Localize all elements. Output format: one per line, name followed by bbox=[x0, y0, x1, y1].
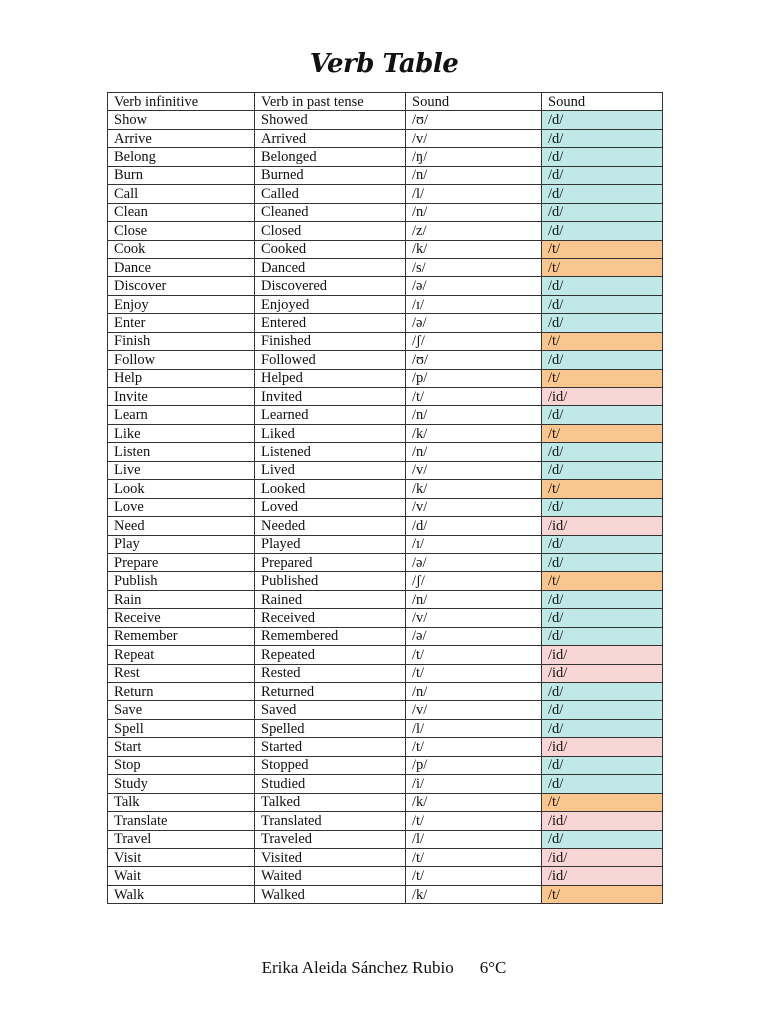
table-row bbox=[108, 129, 663, 147]
sound-cell: /t/ bbox=[406, 646, 542, 664]
author-name: Erika Aleida Sánchez Rubio bbox=[261, 958, 454, 977]
ending-sound-cell: /d/ bbox=[542, 498, 663, 516]
verb-infinitive-cell: Call bbox=[108, 185, 255, 203]
verb-infinitive-cell: Rain bbox=[108, 590, 255, 608]
ending-sound-cell: /t/ bbox=[542, 258, 663, 276]
ending-sound-cell: /t/ bbox=[542, 332, 663, 350]
sound-cell: /v/ bbox=[406, 701, 542, 719]
verb-past-cell: Walked bbox=[255, 885, 406, 903]
verb-past-cell: Received bbox=[255, 609, 406, 627]
sound-cell: /n/ bbox=[406, 166, 542, 184]
table-row bbox=[108, 461, 663, 479]
verb-infinitive-cell: Belong bbox=[108, 148, 255, 166]
verb-infinitive-cell: Repeat bbox=[108, 646, 255, 664]
ending-sound-cell: /d/ bbox=[542, 461, 663, 479]
sound-cell: /k/ bbox=[406, 885, 542, 903]
table-row bbox=[108, 222, 663, 240]
ending-sound-cell: /d/ bbox=[542, 129, 663, 147]
verb-past-cell: Helped bbox=[255, 369, 406, 387]
table-row bbox=[108, 572, 663, 590]
ending-sound-cell: /t/ bbox=[542, 572, 663, 590]
ending-sound-cell: /t/ bbox=[542, 885, 663, 903]
sound-cell: /i/ bbox=[406, 775, 542, 793]
ending-sound-cell: /d/ bbox=[542, 535, 663, 553]
ending-sound-cell: /d/ bbox=[542, 314, 663, 332]
verb-past-cell: Spelled bbox=[255, 719, 406, 737]
verb-infinitive-cell: Spell bbox=[108, 719, 255, 737]
ending-sound-cell: /t/ bbox=[542, 424, 663, 442]
verb-past-cell: Finished bbox=[255, 332, 406, 350]
verb-past-cell: Needed bbox=[255, 517, 406, 535]
verb-past-cell: Remembered bbox=[255, 627, 406, 645]
ending-sound-cell: /d/ bbox=[542, 166, 663, 184]
header-sound: Sound bbox=[406, 93, 542, 111]
verb-table bbox=[107, 92, 663, 904]
table-row bbox=[108, 332, 663, 350]
verb-infinitive-cell: Close bbox=[108, 222, 255, 240]
verb-past-cell: Returned bbox=[255, 683, 406, 701]
ending-sound-cell: /d/ bbox=[542, 111, 663, 129]
ending-sound-cell: /t/ bbox=[542, 480, 663, 498]
table-row bbox=[108, 553, 663, 571]
ending-sound-cell: /id/ bbox=[542, 664, 663, 682]
table-row bbox=[108, 258, 663, 276]
verb-past-cell: Prepared bbox=[255, 553, 406, 571]
verb-infinitive-cell: Talk bbox=[108, 793, 255, 811]
table-row bbox=[108, 719, 663, 737]
verb-infinitive-cell: Need bbox=[108, 517, 255, 535]
sound-cell: /d/ bbox=[406, 517, 542, 535]
verb-past-cell: Belonged bbox=[255, 148, 406, 166]
table-row bbox=[108, 498, 663, 516]
sound-cell: /z/ bbox=[406, 222, 542, 240]
verb-infinitive-cell: Start bbox=[108, 738, 255, 756]
table-row bbox=[108, 646, 663, 664]
verb-infinitive-cell: Learn bbox=[108, 406, 255, 424]
sound-cell: /ɪ/ bbox=[406, 535, 542, 553]
verb-infinitive-cell: Prepare bbox=[108, 553, 255, 571]
ending-sound-cell: /d/ bbox=[542, 406, 663, 424]
verb-past-cell: Entered bbox=[255, 314, 406, 332]
sound-cell: /t/ bbox=[406, 388, 542, 406]
table-row bbox=[108, 793, 663, 811]
ending-sound-cell: /d/ bbox=[542, 830, 663, 848]
sound-cell: /ŋ/ bbox=[406, 148, 542, 166]
ending-sound-cell: /id/ bbox=[542, 388, 663, 406]
verb-infinitive-cell: Invite bbox=[108, 388, 255, 406]
header-ending-sound: Sound bbox=[542, 93, 663, 111]
verb-past-cell: Saved bbox=[255, 701, 406, 719]
table-row bbox=[108, 314, 663, 332]
verb-infinitive-cell: Publish bbox=[108, 572, 255, 590]
table-row bbox=[108, 111, 663, 129]
ending-sound-cell: /id/ bbox=[542, 738, 663, 756]
verb-infinitive-cell: Return bbox=[108, 683, 255, 701]
verb-past-cell: Followed bbox=[255, 351, 406, 369]
ending-sound-cell: /d/ bbox=[542, 443, 663, 461]
table-row bbox=[108, 627, 663, 645]
ending-sound-cell: /d/ bbox=[542, 609, 663, 627]
verb-past-cell: Closed bbox=[255, 222, 406, 240]
ending-sound-cell: /d/ bbox=[542, 590, 663, 608]
table-row bbox=[108, 738, 663, 756]
verb-past-cell: Looked bbox=[255, 480, 406, 498]
verb-past-cell: Liked bbox=[255, 424, 406, 442]
verb-past-cell: Waited bbox=[255, 867, 406, 885]
verb-infinitive-cell: Stop bbox=[108, 756, 255, 774]
ending-sound-cell: /d/ bbox=[542, 627, 663, 645]
table-row bbox=[108, 812, 663, 830]
table-row bbox=[108, 664, 663, 682]
verb-infinitive-cell: Visit bbox=[108, 848, 255, 866]
table-row bbox=[108, 148, 663, 166]
table-row bbox=[108, 166, 663, 184]
ending-sound-cell: /id/ bbox=[542, 517, 663, 535]
table-row bbox=[108, 369, 663, 387]
verb-infinitive-cell: Like bbox=[108, 424, 255, 442]
table-row bbox=[108, 517, 663, 535]
sound-cell: /ʃ/ bbox=[406, 332, 542, 350]
verb-past-cell: Talked bbox=[255, 793, 406, 811]
table-row bbox=[108, 609, 663, 627]
verb-past-cell: Played bbox=[255, 535, 406, 553]
verb-past-cell: Loved bbox=[255, 498, 406, 516]
sound-cell: /n/ bbox=[406, 590, 542, 608]
sound-cell: /t/ bbox=[406, 812, 542, 830]
verb-past-cell: Traveled bbox=[255, 830, 406, 848]
sound-cell: /k/ bbox=[406, 480, 542, 498]
verb-infinitive-cell: Help bbox=[108, 369, 255, 387]
header-verb-past-tense: Verb in past tense bbox=[255, 93, 406, 111]
ending-sound-cell: /t/ bbox=[542, 240, 663, 258]
table-row bbox=[108, 683, 663, 701]
sound-cell: /p/ bbox=[406, 756, 542, 774]
verb-past-cell: Listened bbox=[255, 443, 406, 461]
table-row bbox=[108, 848, 663, 866]
table-row bbox=[108, 867, 663, 885]
verb-infinitive-cell: Cook bbox=[108, 240, 255, 258]
table-row bbox=[108, 185, 663, 203]
ending-sound-cell: /t/ bbox=[542, 793, 663, 811]
sound-cell: /ʃ/ bbox=[406, 572, 542, 590]
sound-cell: /ɪ/ bbox=[406, 295, 542, 313]
sound-cell: /ə/ bbox=[406, 314, 542, 332]
verb-infinitive-cell: Enter bbox=[108, 314, 255, 332]
verb-past-cell: Invited bbox=[255, 388, 406, 406]
verb-past-cell: Discovered bbox=[255, 277, 406, 295]
verb-past-cell: Started bbox=[255, 738, 406, 756]
ending-sound-cell: /d/ bbox=[542, 185, 663, 203]
header-verb-infinitive: Verb infinitive bbox=[108, 93, 255, 111]
table-row bbox=[108, 351, 663, 369]
table-body bbox=[108, 111, 663, 904]
ending-sound-cell: /d/ bbox=[542, 701, 663, 719]
verb-infinitive-cell: Enjoy bbox=[108, 295, 255, 313]
sound-cell: /k/ bbox=[406, 240, 542, 258]
verb-past-cell: Danced bbox=[255, 258, 406, 276]
verb-past-cell: Published bbox=[255, 572, 406, 590]
sound-cell: /l/ bbox=[406, 830, 542, 848]
sound-cell: /v/ bbox=[406, 461, 542, 479]
grade-label: 6°C bbox=[479, 958, 507, 977]
verb-past-cell: Showed bbox=[255, 111, 406, 129]
sound-cell: /v/ bbox=[406, 498, 542, 516]
sound-cell: /ə/ bbox=[406, 553, 542, 571]
table-row bbox=[108, 277, 663, 295]
table-row bbox=[108, 203, 663, 221]
table-row bbox=[108, 756, 663, 774]
ending-sound-cell: /d/ bbox=[542, 295, 663, 313]
table-row bbox=[108, 775, 663, 793]
verb-infinitive-cell: Clean bbox=[108, 203, 255, 221]
footer bbox=[0, 956, 768, 980]
verb-past-cell: Arrived bbox=[255, 129, 406, 147]
verb-past-cell: Visited bbox=[255, 848, 406, 866]
sound-cell: /n/ bbox=[406, 406, 542, 424]
ending-sound-cell: /id/ bbox=[542, 812, 663, 830]
sound-cell: /s/ bbox=[406, 258, 542, 276]
verb-infinitive-cell: Finish bbox=[108, 332, 255, 350]
verb-infinitive-cell: Translate bbox=[108, 812, 255, 830]
verb-infinitive-cell: Listen bbox=[108, 443, 255, 461]
sound-cell: /ʊ/ bbox=[406, 111, 542, 129]
verb-infinitive-cell: Follow bbox=[108, 351, 255, 369]
verb-infinitive-cell: Rest bbox=[108, 664, 255, 682]
sound-cell: /ə/ bbox=[406, 277, 542, 295]
sound-cell: /n/ bbox=[406, 443, 542, 461]
sound-cell: /ʊ/ bbox=[406, 351, 542, 369]
verb-infinitive-cell: Show bbox=[108, 111, 255, 129]
sound-cell: /t/ bbox=[406, 867, 542, 885]
verb-infinitive-cell: Save bbox=[108, 701, 255, 719]
verb-infinitive-cell: Discover bbox=[108, 277, 255, 295]
ending-sound-cell: /d/ bbox=[542, 277, 663, 295]
ending-sound-cell: /d/ bbox=[542, 683, 663, 701]
ending-sound-cell: /d/ bbox=[542, 222, 663, 240]
table-header-row bbox=[108, 93, 663, 111]
verb-past-cell: Studied bbox=[255, 775, 406, 793]
verb-past-cell: Stopped bbox=[255, 756, 406, 774]
ending-sound-cell: /id/ bbox=[542, 867, 663, 885]
table-row bbox=[108, 406, 663, 424]
verb-past-cell: Learned bbox=[255, 406, 406, 424]
verb-past-cell: Enjoyed bbox=[255, 295, 406, 313]
ending-sound-cell: /d/ bbox=[542, 351, 663, 369]
verb-infinitive-cell: Study bbox=[108, 775, 255, 793]
sound-cell: /n/ bbox=[406, 203, 542, 221]
table-row bbox=[108, 240, 663, 258]
ending-sound-cell: /d/ bbox=[542, 553, 663, 571]
ending-sound-cell: /d/ bbox=[542, 775, 663, 793]
verb-infinitive-cell: Arrive bbox=[108, 129, 255, 147]
sound-cell: /k/ bbox=[406, 793, 542, 811]
table-row bbox=[108, 295, 663, 313]
ending-sound-cell: /id/ bbox=[542, 848, 663, 866]
verb-past-cell: Cleaned bbox=[255, 203, 406, 221]
table-row bbox=[108, 885, 663, 903]
page-title: Verb Table bbox=[309, 49, 459, 79]
verb-infinitive-cell: Receive bbox=[108, 609, 255, 627]
table-row bbox=[108, 424, 663, 442]
table-row bbox=[108, 480, 663, 498]
sound-cell: /v/ bbox=[406, 609, 542, 627]
sound-cell: /t/ bbox=[406, 738, 542, 756]
ending-sound-cell: /t/ bbox=[542, 369, 663, 387]
ending-sound-cell: /d/ bbox=[542, 203, 663, 221]
verb-infinitive-cell: Play bbox=[108, 535, 255, 553]
ending-sound-cell: /d/ bbox=[542, 148, 663, 166]
table-row bbox=[108, 443, 663, 461]
sound-cell: /t/ bbox=[406, 848, 542, 866]
verb-infinitive-cell: Live bbox=[108, 461, 255, 479]
sound-cell: /k/ bbox=[406, 424, 542, 442]
verb-infinitive-cell: Love bbox=[108, 498, 255, 516]
table-row bbox=[108, 535, 663, 553]
sound-cell: /t/ bbox=[406, 664, 542, 682]
sound-cell: /l/ bbox=[406, 719, 542, 737]
verb-past-cell: Rested bbox=[255, 664, 406, 682]
verb-infinitive-cell: Travel bbox=[108, 830, 255, 848]
verb-infinitive-cell: Dance bbox=[108, 258, 255, 276]
table-row bbox=[108, 830, 663, 848]
sound-cell: /ə/ bbox=[406, 627, 542, 645]
verb-past-cell: Translated bbox=[255, 812, 406, 830]
ending-sound-cell: /d/ bbox=[542, 719, 663, 737]
sound-cell: /p/ bbox=[406, 369, 542, 387]
table-row bbox=[108, 701, 663, 719]
verb-infinitive-cell: Wait bbox=[108, 867, 255, 885]
table-row bbox=[108, 388, 663, 406]
sound-cell: /n/ bbox=[406, 683, 542, 701]
verb-past-cell: Rained bbox=[255, 590, 406, 608]
verb-past-cell: Burned bbox=[255, 166, 406, 184]
verb-infinitive-cell: Burn bbox=[108, 166, 255, 184]
sound-cell: /v/ bbox=[406, 129, 542, 147]
ending-sound-cell: /d/ bbox=[542, 756, 663, 774]
verb-past-cell: Lived bbox=[255, 461, 406, 479]
verb-infinitive-cell: Remember bbox=[108, 627, 255, 645]
verb-past-cell: Cooked bbox=[255, 240, 406, 258]
verb-infinitive-cell: Walk bbox=[108, 885, 255, 903]
ending-sound-cell: /id/ bbox=[542, 646, 663, 664]
sound-cell: /l/ bbox=[406, 185, 542, 203]
verb-past-cell: Repeated bbox=[255, 646, 406, 664]
verb-past-cell: Called bbox=[255, 185, 406, 203]
table-row bbox=[108, 590, 663, 608]
verb-infinitive-cell: Look bbox=[108, 480, 255, 498]
